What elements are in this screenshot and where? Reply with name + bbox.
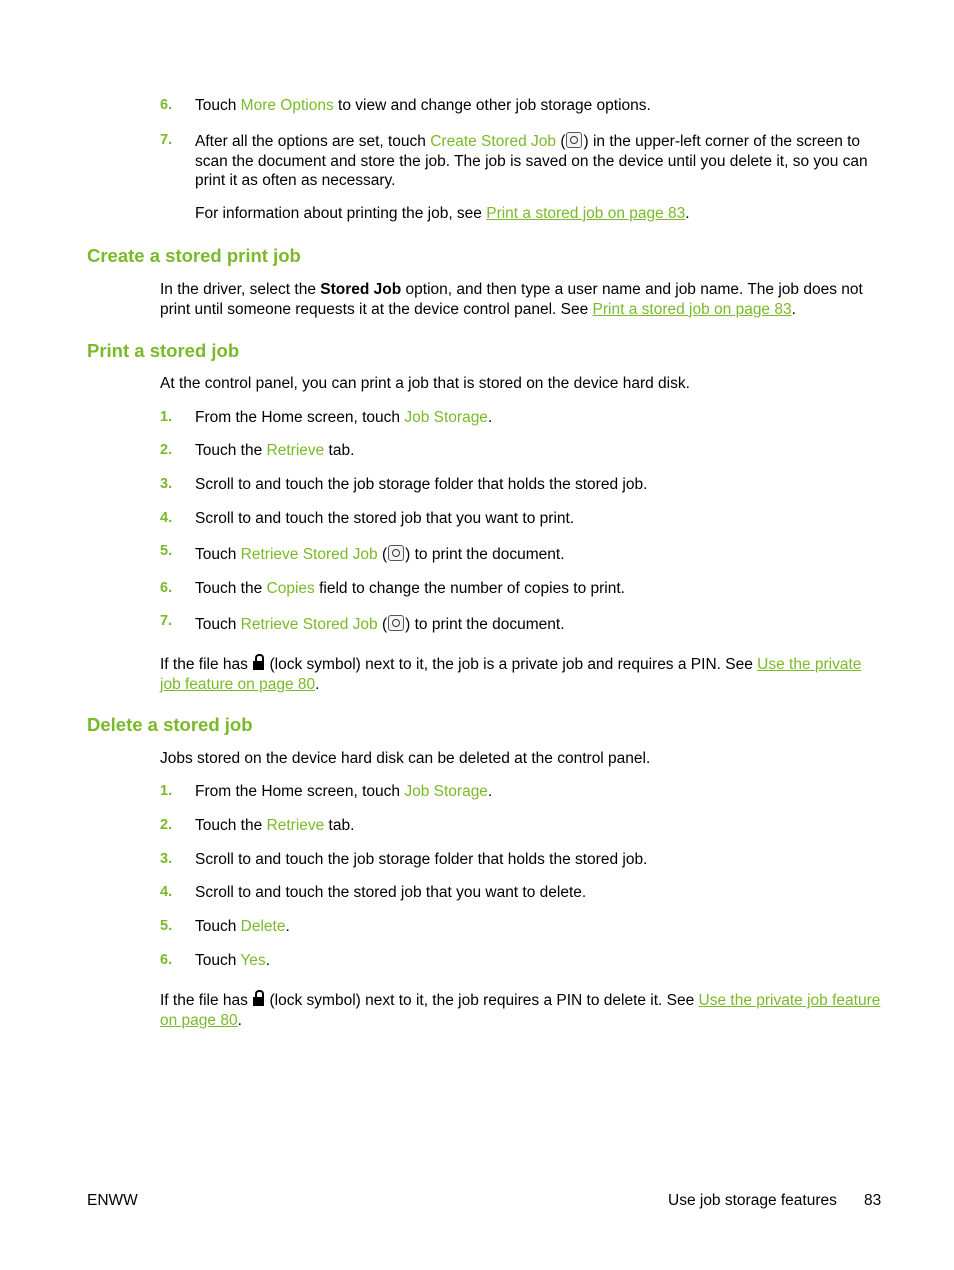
ui-term-job-storage: Job Storage bbox=[404, 783, 488, 800]
text: After all the options are set, touch bbox=[195, 133, 431, 150]
step-text bbox=[195, 545, 882, 565]
step-text bbox=[195, 441, 882, 461]
ui-term-retrieve-stored-job: Retrieve Stored Job bbox=[240, 616, 378, 633]
step-text bbox=[195, 579, 882, 599]
text: (lock symbol) next to it, the job is a private job and requires a PIN. See bbox=[265, 656, 758, 673]
step-number: 6. bbox=[160, 97, 173, 113]
step-text: Scroll to and touch the stored job that you want to print. bbox=[195, 510, 575, 527]
heading-print-stored-job: Print a stored job bbox=[87, 340, 240, 361]
step-number: 3. bbox=[160, 851, 173, 867]
text: . bbox=[315, 675, 320, 693]
link-print-stored-job[interactable]: Print a stored job on page 83 bbox=[486, 205, 686, 222]
text: Touch bbox=[195, 97, 241, 114]
text: Touch bbox=[195, 616, 241, 633]
step-number: 7. bbox=[160, 132, 173, 148]
step-text bbox=[195, 951, 882, 971]
step-text bbox=[195, 782, 882, 802]
text: ) to print the document. bbox=[405, 616, 565, 633]
step-number: 3. bbox=[160, 476, 173, 492]
text: Touch bbox=[195, 546, 241, 563]
step-number: 1. bbox=[160, 409, 173, 425]
step-text bbox=[195, 816, 882, 836]
ui-term-copies: Copies bbox=[266, 580, 315, 597]
text: ( bbox=[377, 546, 388, 563]
delete-intro: Jobs stored on the device hard disk can be deleted at the control panel. bbox=[160, 750, 651, 767]
step-number: 6. bbox=[160, 952, 173, 968]
step-number: 4. bbox=[160, 510, 173, 526]
footer-enww: ENWW bbox=[87, 1192, 138, 1209]
bold-stored-job: Stored Job bbox=[320, 281, 402, 298]
text: tab. bbox=[324, 442, 355, 459]
text: ( bbox=[556, 133, 566, 150]
step-text: Scroll to and touch the job storage folder that holds the stored job. bbox=[195, 851, 648, 868]
step-text bbox=[195, 615, 882, 635]
text: Touch the bbox=[195, 442, 267, 459]
start-button-icon bbox=[388, 615, 404, 631]
text: ( bbox=[377, 616, 388, 633]
lock-icon bbox=[253, 654, 264, 670]
step-number: 5. bbox=[160, 543, 173, 559]
text: tab. bbox=[324, 817, 355, 834]
text: to view and change other job storage options. bbox=[333, 97, 651, 114]
print-lock-note bbox=[160, 654, 882, 694]
text: Touch the bbox=[195, 817, 267, 834]
text: Touch the bbox=[195, 580, 267, 597]
ui-term-yes: Yes bbox=[240, 952, 266, 969]
text: . bbox=[685, 205, 690, 222]
link-print-stored-job[interactable]: Print a stored job on page 83 bbox=[592, 300, 792, 318]
text: . bbox=[791, 300, 796, 318]
text: . bbox=[237, 1011, 242, 1029]
text: . bbox=[285, 918, 290, 935]
footer-section-title: Use job storage features bbox=[668, 1192, 837, 1209]
step-text: Scroll to and touch the stored job that you want to delete. bbox=[195, 884, 587, 901]
link-private-job-feature[interactable]: Use the private job feature on page 80 bbox=[160, 656, 862, 693]
ui-term-more-options: More Options bbox=[240, 97, 334, 114]
step-number: 5. bbox=[160, 918, 173, 934]
text: . bbox=[487, 783, 493, 800]
text: field to change the number of copies to print. bbox=[314, 580, 625, 597]
footer-page-number: 83 bbox=[864, 1192, 882, 1209]
step-number: 2. bbox=[160, 817, 173, 833]
step-text bbox=[195, 132, 882, 191]
text: In the driver, select the bbox=[160, 281, 321, 298]
step-text bbox=[195, 408, 882, 428]
ui-term-create-stored-job: Create Stored Job bbox=[430, 133, 557, 150]
text: (lock symbol) next to it, the job requires a PIN to delete it. See bbox=[265, 992, 699, 1009]
text: Touch bbox=[195, 952, 241, 969]
info-note bbox=[195, 204, 882, 224]
step-number: 4. bbox=[160, 884, 173, 900]
step-text: Scroll to and touch the job storage folder that holds the stored job. bbox=[195, 476, 648, 493]
ui-term-job-storage: Job Storage bbox=[404, 409, 488, 426]
text: ) to print the document. bbox=[405, 546, 565, 563]
text: Touch bbox=[195, 918, 241, 935]
step-number: 7. bbox=[160, 613, 173, 629]
text: option, and then type a user name and job name. The job does not print until someone requests it at the device control panel. See bbox=[160, 281, 863, 318]
start-button-icon bbox=[388, 545, 404, 561]
text: For information about printing the job, see bbox=[195, 205, 487, 222]
lock-icon bbox=[253, 990, 264, 1006]
step-number: 6. bbox=[160, 580, 173, 596]
text: ) in the upper-left corner of the screen to scan the document and store the job. The job is saved on the device until you delete it, so you can print it as often as necessary. bbox=[195, 133, 868, 189]
step-text bbox=[195, 96, 882, 116]
ui-term-retrieve: Retrieve bbox=[266, 442, 325, 459]
text: . bbox=[487, 409, 493, 426]
create-paragraph bbox=[160, 280, 882, 319]
step-number: 2. bbox=[160, 442, 173, 458]
text: If the file has bbox=[160, 992, 253, 1009]
ui-term-delete: Delete bbox=[240, 918, 286, 935]
text: . bbox=[265, 952, 270, 969]
ui-term-retrieve-stored-job: Retrieve Stored Job bbox=[240, 546, 378, 563]
start-button-icon bbox=[566, 132, 582, 148]
heading-delete-stored-job: Delete a stored job bbox=[87, 714, 253, 735]
link-private-job-feature[interactable]: Use the private job feature on page 80 bbox=[160, 992, 881, 1029]
step-number: 1. bbox=[160, 783, 173, 799]
delete-lock-note bbox=[160, 990, 882, 1030]
text: If the file has bbox=[160, 656, 253, 673]
text: From the Home screen, touch bbox=[195, 409, 405, 426]
text: From the Home screen, touch bbox=[195, 783, 405, 800]
heading-create-stored-print-job: Create a stored print job bbox=[87, 245, 301, 266]
step-text bbox=[195, 917, 882, 937]
print-intro: At the control panel, you can print a job that is stored on the device hard disk. bbox=[160, 375, 690, 392]
ui-term-retrieve: Retrieve bbox=[266, 817, 325, 834]
